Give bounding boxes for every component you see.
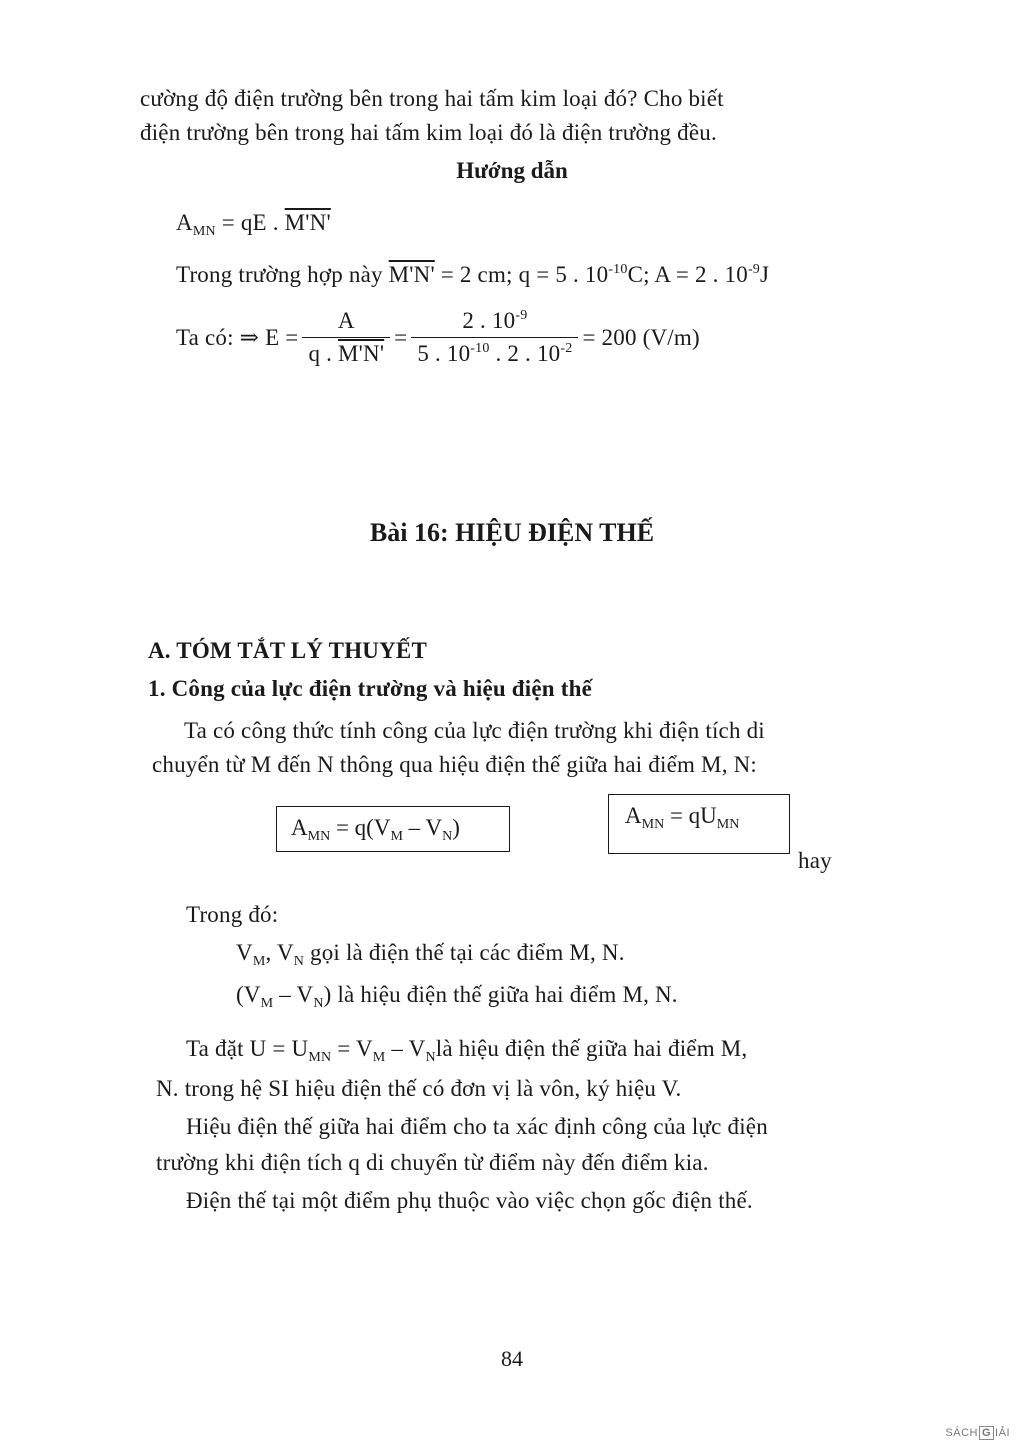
section-a-heading: A. TÓM TẮT LÝ THUYẾT (148, 638, 428, 663)
paragraph-3-line-1: Hiệu điện thế giữa hai điểm cho ta xác định công của lực điện (186, 1114, 768, 1139)
where-item-2: $(V_M - V_N)$ là hiệu điện thế giữa hai điểm M, N. (236, 982, 678, 1011)
where-label: Trong đó: (186, 902, 279, 927)
publisher-logo: SÁCH G IẢI (945, 1427, 1010, 1439)
formula-box-2: $A_{MN} = qU_{MN}$ (608, 794, 790, 854)
prev-problem-line-2: điện trường bên trong hai tấm kim loại đó là điện trường đều. (140, 120, 717, 145)
fraction-a-over-qd: $\frac{A}{q . M'N'}$ (302, 308, 390, 367)
guide-title: Hướng dẫn (456, 158, 568, 183)
paragraph-4: Điện thế tại một điểm phụ thuộc vào việc chọn gốc điện thế. (186, 1188, 753, 1213)
fraction-numeric: $\frac{2 . 10^{-9}}{5 . 10^{-10} . 2 . 10^{-2}}$ (411, 308, 578, 367)
page-number: 84 (501, 1346, 523, 1371)
formula-work: $A_{MN}$ = qE . M'N' (176, 210, 331, 239)
hay-label: hay (798, 848, 832, 873)
paragraph-1-line-2: chuyển từ M đến N thông qua hiệu điện thế giữa hai điểm M, N: (152, 752, 757, 777)
paragraph-1-line-1: Ta có công thức tính công của lực điện trường khi điện tích di (184, 718, 765, 743)
paragraph-3-line-2: trường khi điện tích q di chuyển từ điểm này đến điểm kia. (156, 1150, 709, 1175)
lesson-title: Bài 16: HIỆU ĐIỆN THẾ (369, 518, 655, 547)
result-formula: Ta có: ⇒ E = $\frac{A}{q . M'N'}$ = $\frac{2 . 10^{-9}}{5 . 10^{-10} . 2 . 10^{-2}}$ = 200 (V/m) (176, 308, 700, 366)
paragraph-2-line-2: N. trong hệ SI hiệu điện thế có đơn vị là vôn, ký hiệu V. (156, 1076, 682, 1101)
prev-problem-line-1: cường độ điện trường bên trong hai tấm kim loại đó? Cho biết (140, 86, 724, 111)
formula-box-1: $A_{MN} = q(V_M - V_N)$ (276, 806, 510, 852)
case-values: Trong trường hợp này M'N' = 2 cm; q = 5 . $10^{-10}C$; A = 2 . $10^{-9}J$ (176, 262, 770, 287)
paragraph-2-line-1: Ta đặt $U = U_{MN} = V_M$ – $V_Nlà$ hiệu điện thế giữa hai điểm M, (186, 1036, 748, 1065)
where-item-1: $V_M$, $V_N$ gọi là điện thế tại các điểm M, N. (236, 940, 625, 969)
subsection-1-heading: 1. Công của lực điện trường và hiệu điện thế (148, 676, 593, 701)
